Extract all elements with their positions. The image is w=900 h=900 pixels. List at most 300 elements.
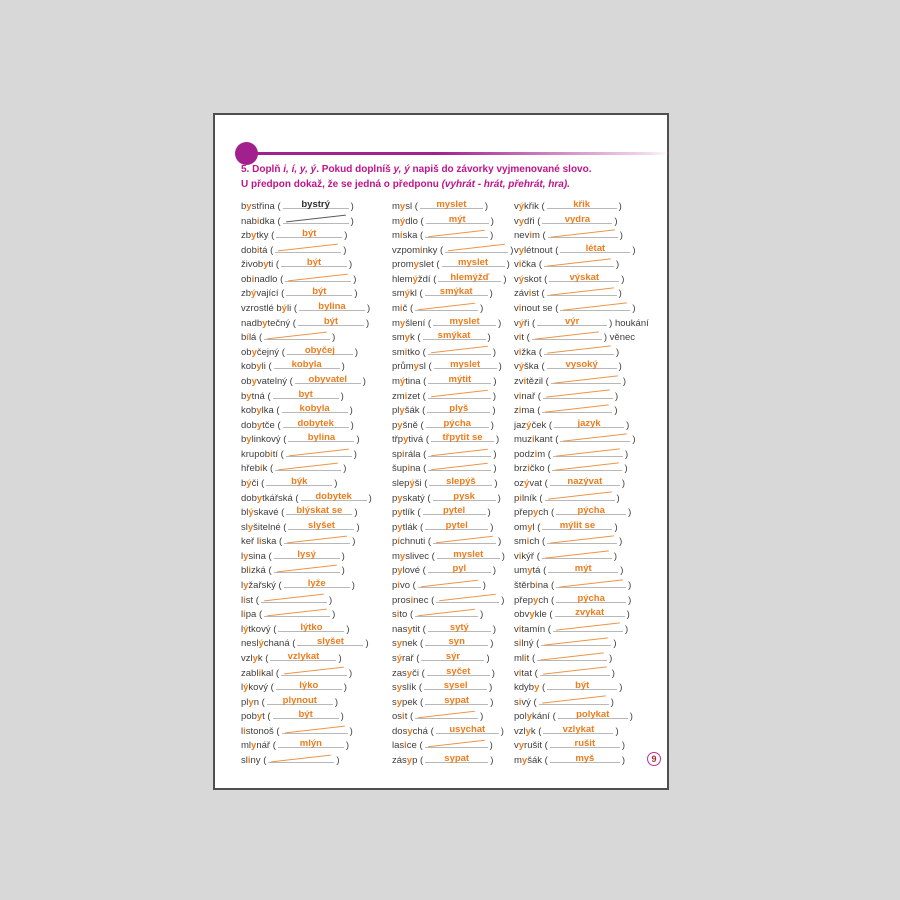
word-prefix: slep bbox=[392, 477, 410, 489]
word-prefix: kob bbox=[241, 405, 257, 417]
word-suffix: kání bbox=[531, 711, 550, 723]
paren-close: ) bbox=[621, 754, 625, 766]
word-prefix: b bbox=[241, 477, 247, 489]
paren-close: ) bbox=[498, 361, 502, 373]
word-row bbox=[392, 389, 514, 404]
answer-text: pytel bbox=[445, 519, 468, 531]
answer-text: lyže bbox=[307, 578, 326, 590]
cross-out-line bbox=[431, 346, 488, 354]
word-suffix: tkový bbox=[248, 623, 271, 635]
paren-open: ( bbox=[253, 594, 259, 606]
word-row bbox=[514, 476, 671, 491]
word-suffix: lný bbox=[521, 638, 534, 650]
word-suffix: tězil bbox=[526, 375, 544, 387]
answer-blank bbox=[436, 593, 499, 603]
word-suffix: nář bbox=[256, 740, 271, 752]
word-suffix: ce bbox=[406, 740, 417, 752]
word-text bbox=[241, 711, 265, 722]
word-prefix: ml bbox=[514, 652, 525, 664]
answer-text: slyšet bbox=[307, 519, 335, 531]
paren-open: ( bbox=[290, 317, 296, 329]
answer-blank bbox=[275, 461, 341, 471]
answer-blank bbox=[264, 330, 330, 340]
cross-out-line bbox=[431, 390, 488, 398]
word-suffix: tečný bbox=[267, 317, 291, 329]
word-prefix: brz bbox=[514, 463, 528, 475]
paren-open: ( bbox=[545, 623, 551, 635]
paren-open: ( bbox=[279, 346, 285, 358]
answer-text: smýkat bbox=[439, 286, 473, 298]
filled-letter: y bbox=[263, 259, 269, 271]
header-text-segment: . Pokud doplníš bbox=[316, 164, 394, 175]
filled-letter: i bbox=[518, 696, 522, 708]
word-prefix: štěrb bbox=[514, 580, 536, 592]
word-prefix: zas bbox=[392, 667, 407, 679]
word-row bbox=[392, 622, 514, 637]
answer-text: bylina bbox=[307, 432, 336, 444]
answer-blank bbox=[274, 563, 340, 573]
paren-close: ) bbox=[346, 623, 350, 635]
filled-letter: ý bbox=[243, 623, 249, 635]
filled-letter: i bbox=[518, 667, 522, 679]
word-text bbox=[514, 201, 539, 212]
word-prefix: p bbox=[392, 507, 398, 519]
word-row bbox=[392, 563, 514, 578]
cross-out-line bbox=[278, 244, 338, 252]
word-row bbox=[514, 622, 671, 637]
paren-open: ( bbox=[270, 740, 276, 752]
word-text bbox=[514, 347, 536, 358]
answer-blank bbox=[438, 272, 501, 282]
word-suffix: skot bbox=[524, 273, 542, 285]
word-prefix: vzrostlé b bbox=[241, 303, 282, 315]
word-row bbox=[241, 549, 391, 564]
answer-blank bbox=[554, 418, 624, 428]
word-row bbox=[514, 724, 671, 739]
word-prefix: las bbox=[392, 740, 405, 752]
answer-blank bbox=[558, 709, 628, 719]
word-text bbox=[392, 697, 417, 708]
filled-letter: y bbox=[252, 652, 258, 664]
word-row bbox=[392, 491, 514, 506]
word-prefix: p bbox=[392, 580, 398, 592]
answer-text: mýlit se bbox=[559, 519, 596, 531]
word-suffix: lník bbox=[521, 492, 537, 504]
answer-blank bbox=[283, 199, 349, 209]
filled-letter: i bbox=[524, 652, 527, 664]
answer-text: byt bbox=[298, 388, 313, 400]
word-row bbox=[392, 651, 514, 666]
filled-letter: i bbox=[260, 463, 263, 475]
word-text bbox=[241, 682, 268, 693]
answer-blank bbox=[426, 214, 489, 224]
word-prefix: s bbox=[392, 652, 397, 664]
answer-blank bbox=[428, 461, 491, 471]
paren-open: ( bbox=[535, 390, 541, 402]
word-row bbox=[241, 301, 391, 316]
paren-open: ( bbox=[267, 463, 274, 475]
paren-close: ) bbox=[482, 580, 486, 592]
cross-out-line bbox=[543, 667, 607, 676]
cross-out-line bbox=[285, 725, 345, 733]
filled-letter: i bbox=[518, 303, 522, 315]
word-suffix: šlení bbox=[405, 317, 426, 329]
paren-close: ) bbox=[626, 609, 630, 621]
filled-letter: i bbox=[256, 244, 260, 256]
word-row bbox=[392, 228, 514, 243]
word-prefix: vzl bbox=[514, 725, 526, 737]
answer-text: býk bbox=[291, 475, 308, 487]
paren-open: ( bbox=[536, 346, 542, 358]
filled-letter: y bbox=[413, 259, 419, 271]
filled-letter: i bbox=[399, 230, 403, 242]
word-prefix: pob bbox=[241, 711, 257, 723]
word-suffix: chá bbox=[412, 725, 428, 737]
paren-close: ) bbox=[480, 711, 484, 723]
paren-close: ) bbox=[610, 696, 614, 708]
filled-letter: y bbox=[404, 332, 410, 344]
answer-blank bbox=[274, 549, 340, 559]
filled-letter: ý bbox=[251, 288, 257, 300]
answer-blank bbox=[542, 549, 612, 559]
word-prefix: v bbox=[514, 667, 519, 679]
word-suffix: vající bbox=[256, 288, 279, 300]
paren-open: ( bbox=[529, 317, 536, 329]
cross-out-line bbox=[546, 390, 610, 399]
header-text-segment: U předpon dokaž, že se jedná o předponu bbox=[241, 178, 442, 190]
word-text bbox=[392, 274, 431, 285]
answer-blank bbox=[428, 563, 491, 573]
word-suffix: tina bbox=[405, 375, 421, 387]
paren-close: ) bbox=[622, 375, 627, 387]
paren-open: ( bbox=[418, 667, 425, 679]
word-prefix: dob bbox=[241, 419, 257, 431]
answer-text: myslet bbox=[436, 199, 467, 210]
answer-text: vzlykat bbox=[287, 650, 320, 662]
word-row bbox=[241, 199, 391, 214]
answer-blank bbox=[547, 680, 617, 690]
word-prefix: v bbox=[514, 346, 519, 358]
filled-letter: i bbox=[243, 594, 246, 606]
answer-blank bbox=[425, 753, 488, 763]
answer-text: vydra bbox=[564, 213, 591, 225]
paren-close: ) bbox=[510, 244, 514, 256]
word-text bbox=[392, 551, 429, 562]
word-row bbox=[241, 330, 391, 345]
word-row bbox=[392, 447, 514, 462]
answer-text: pyl bbox=[452, 563, 467, 575]
word-row bbox=[392, 301, 514, 316]
word-suffix: ti bbox=[268, 259, 274, 271]
paren-open: ( bbox=[538, 201, 545, 212]
word-text bbox=[392, 201, 412, 212]
word-text bbox=[514, 565, 540, 576]
word-text bbox=[514, 682, 539, 693]
filled-letter: y bbox=[246, 434, 252, 446]
filled-letter: i bbox=[529, 230, 532, 242]
word-text bbox=[241, 259, 273, 270]
word-suffix: ska bbox=[261, 536, 277, 548]
filled-letter: i bbox=[258, 536, 262, 548]
word-row bbox=[241, 418, 391, 433]
word-suffix: kle bbox=[534, 609, 547, 621]
paren-close: ) bbox=[490, 754, 494, 766]
word-prefix: pros bbox=[392, 594, 411, 606]
filled-letter: i bbox=[534, 448, 538, 460]
word-prefix: pol bbox=[514, 711, 527, 723]
answer-text: slepýš bbox=[446, 475, 476, 487]
cross-out-line bbox=[554, 375, 618, 384]
answer-blank bbox=[556, 578, 626, 588]
paren-close: ) bbox=[493, 375, 497, 387]
answer-blank bbox=[547, 199, 617, 209]
header-text-segment: napiš do závorky vyjmenované slovo. bbox=[409, 164, 592, 175]
word-prefix: m bbox=[514, 754, 522, 766]
word-suffix: či bbox=[412, 667, 419, 679]
paren-close: ) bbox=[498, 317, 502, 329]
word-text bbox=[514, 551, 534, 562]
answer-text: bystrý bbox=[301, 199, 330, 210]
word-row bbox=[514, 359, 671, 374]
answer-blank bbox=[415, 301, 478, 311]
answer-blank bbox=[545, 491, 615, 501]
paren-close: ) bbox=[341, 565, 345, 577]
answer-blank bbox=[548, 228, 618, 238]
filled-letter: y bbox=[399, 201, 406, 212]
word-prefix: m bbox=[392, 215, 400, 227]
paren-open: ( bbox=[270, 623, 277, 635]
word-suffix: kal bbox=[261, 667, 274, 679]
word-prefix: v bbox=[514, 317, 519, 329]
paren-open: ( bbox=[420, 390, 426, 402]
answer-text: křik bbox=[573, 199, 591, 210]
paren-open: ( bbox=[407, 711, 414, 723]
cross-out-line bbox=[287, 536, 347, 544]
answer-blank bbox=[434, 359, 497, 369]
answer-blank bbox=[273, 389, 339, 399]
paren-open: ( bbox=[524, 332, 530, 344]
answer-text: pýcha bbox=[443, 417, 471, 429]
word-suffix: dři bbox=[524, 215, 535, 227]
word-suffix: tit bbox=[412, 623, 421, 635]
paren-close: ) bbox=[343, 463, 347, 475]
word-row bbox=[392, 636, 514, 651]
filled-letter: y bbox=[251, 375, 257, 387]
word-row bbox=[514, 316, 671, 331]
filled-letter: y bbox=[397, 565, 403, 577]
word-suffix: st bbox=[531, 288, 539, 300]
paren-close: ) bbox=[492, 623, 496, 635]
paren-open: ( bbox=[425, 536, 432, 548]
paren-close: ) bbox=[621, 740, 625, 752]
word-suffix: tlík bbox=[402, 507, 415, 519]
word-prefix: om bbox=[514, 521, 528, 533]
paren-open: ( bbox=[256, 609, 263, 621]
word-row bbox=[392, 214, 514, 229]
word-row bbox=[514, 738, 671, 753]
word-text bbox=[241, 361, 266, 372]
filled-letter: i bbox=[258, 667, 262, 679]
filled-letter: y bbox=[526, 711, 532, 723]
word-row bbox=[392, 461, 514, 476]
word-text bbox=[241, 405, 274, 416]
word-prefix: nab bbox=[241, 215, 257, 227]
word-row bbox=[241, 695, 391, 710]
word-prefix: vzl bbox=[241, 652, 253, 664]
paren-close: ) bbox=[624, 463, 628, 475]
word-row bbox=[241, 374, 391, 389]
word-suffix: kový bbox=[248, 682, 268, 694]
paren-open: ( bbox=[425, 361, 432, 373]
answer-blank bbox=[543, 389, 613, 399]
answer-blank bbox=[415, 607, 478, 617]
answer-blank bbox=[278, 622, 344, 632]
paren-open: ( bbox=[273, 667, 280, 679]
paren-open: ( bbox=[538, 288, 545, 300]
word-suffix: ždí bbox=[417, 273, 431, 285]
answer-text: pytel bbox=[442, 505, 466, 517]
word-text bbox=[514, 668, 532, 679]
paren-close: ) bbox=[614, 215, 618, 227]
cross-out-line bbox=[550, 288, 614, 297]
word-text bbox=[241, 697, 259, 708]
paren-close: ) bbox=[628, 507, 632, 519]
paren-close: ) bbox=[349, 725, 353, 737]
word-text bbox=[392, 216, 418, 227]
filled-letter: i bbox=[518, 638, 522, 650]
cross-out-line bbox=[436, 536, 493, 544]
word-suffix: kýř bbox=[521, 550, 535, 562]
paren-close: ) bbox=[349, 259, 353, 271]
paren-open: ( bbox=[546, 419, 553, 431]
answer-text: mlýn bbox=[299, 738, 322, 750]
word-prefix: bl bbox=[241, 565, 249, 577]
word-row bbox=[241, 622, 391, 637]
word-text bbox=[241, 740, 270, 751]
word-suffix: st bbox=[245, 594, 254, 606]
filled-letter: i bbox=[404, 740, 407, 752]
answer-text: sypat bbox=[444, 752, 470, 764]
word-suffix: t bbox=[526, 652, 530, 664]
answer-blank bbox=[299, 301, 365, 311]
word-prefix: dob bbox=[241, 492, 257, 504]
word-prefix: v bbox=[514, 332, 519, 344]
word-prefix: v bbox=[514, 740, 519, 752]
paren-close: ) bbox=[618, 201, 622, 212]
cross-out-line bbox=[545, 550, 609, 559]
word-prefix: zás bbox=[392, 754, 407, 766]
word-suffix: nař bbox=[521, 390, 536, 402]
filled-letter: i bbox=[404, 390, 408, 402]
paren-close: ) bbox=[624, 448, 629, 460]
answer-text: slyšet bbox=[316, 636, 344, 648]
answer-text: lýtko bbox=[300, 621, 323, 633]
paren-close: ) bbox=[628, 580, 632, 592]
answer-blank bbox=[298, 316, 364, 326]
word-prefix: sp bbox=[392, 448, 403, 460]
answer-blank bbox=[273, 709, 339, 719]
answer-text: myslet bbox=[453, 548, 484, 560]
cross-out-line bbox=[547, 258, 611, 267]
word-text bbox=[392, 288, 417, 299]
word-prefix: pl bbox=[392, 405, 400, 417]
paren-open: ( bbox=[291, 303, 297, 315]
answer-text: syn bbox=[448, 636, 465, 648]
word-prefix: s bbox=[392, 696, 397, 708]
word-text bbox=[241, 376, 287, 387]
word-suffix: vo bbox=[399, 580, 410, 592]
cross-out-line bbox=[547, 346, 611, 355]
filled-letter: y bbox=[413, 361, 419, 373]
answer-text: být bbox=[575, 680, 590, 692]
word-prefix: l bbox=[241, 594, 244, 606]
word-text bbox=[514, 434, 553, 445]
paren-close: ) bbox=[626, 419, 630, 431]
word-prefix: p bbox=[392, 565, 398, 577]
filled-letter: i bbox=[243, 725, 246, 737]
word-row bbox=[514, 505, 671, 520]
paren-open: ( bbox=[280, 521, 287, 533]
paren-close: ) bbox=[501, 594, 505, 606]
word-row bbox=[241, 214, 391, 229]
word-row bbox=[514, 389, 671, 404]
word-row bbox=[392, 607, 514, 622]
word-text bbox=[392, 318, 425, 329]
paren-close: ) bbox=[340, 711, 344, 723]
cross-out-line bbox=[542, 696, 606, 705]
answer-text: pýcha bbox=[577, 505, 605, 517]
word-text bbox=[514, 740, 542, 751]
paren-close: ) bbox=[620, 565, 624, 577]
filled-letter: y bbox=[407, 623, 413, 635]
filled-letter: y bbox=[397, 492, 403, 504]
word-row bbox=[392, 666, 514, 681]
cross-out-line bbox=[418, 303, 475, 311]
filled-letter: ý bbox=[518, 273, 525, 285]
word-suffix: li bbox=[286, 303, 292, 315]
answer-text: nazývat bbox=[567, 475, 603, 487]
paren-open: ( bbox=[427, 725, 434, 737]
word-text bbox=[392, 332, 415, 343]
word-row bbox=[392, 432, 514, 447]
word-row bbox=[241, 432, 391, 447]
word-row bbox=[392, 593, 514, 608]
filled-letter: ý bbox=[409, 477, 415, 489]
paren-open: ( bbox=[545, 448, 551, 460]
paren-close: ) bbox=[365, 317, 370, 329]
word-row bbox=[392, 359, 514, 374]
word-prefix: hlem bbox=[392, 273, 413, 285]
word-suffix: lové bbox=[402, 565, 421, 577]
answer-blank bbox=[433, 491, 496, 501]
word-suffix: lá bbox=[248, 332, 257, 344]
paren-close: ) bbox=[492, 390, 496, 402]
word-row bbox=[514, 214, 671, 229]
word-text bbox=[514, 507, 548, 518]
word-text bbox=[241, 624, 271, 635]
filled-letter: ý bbox=[246, 477, 252, 489]
answer-blank bbox=[288, 520, 354, 530]
answer-blank bbox=[429, 476, 492, 486]
word-prefix: prům bbox=[392, 361, 414, 373]
filled-letter: y bbox=[529, 609, 535, 621]
answer-text: výr bbox=[565, 315, 580, 327]
paren-open: ( bbox=[420, 375, 427, 387]
answer-blank bbox=[267, 695, 333, 705]
answer-blank bbox=[427, 403, 490, 413]
word-row bbox=[241, 505, 391, 520]
paren-open: ( bbox=[534, 550, 540, 562]
